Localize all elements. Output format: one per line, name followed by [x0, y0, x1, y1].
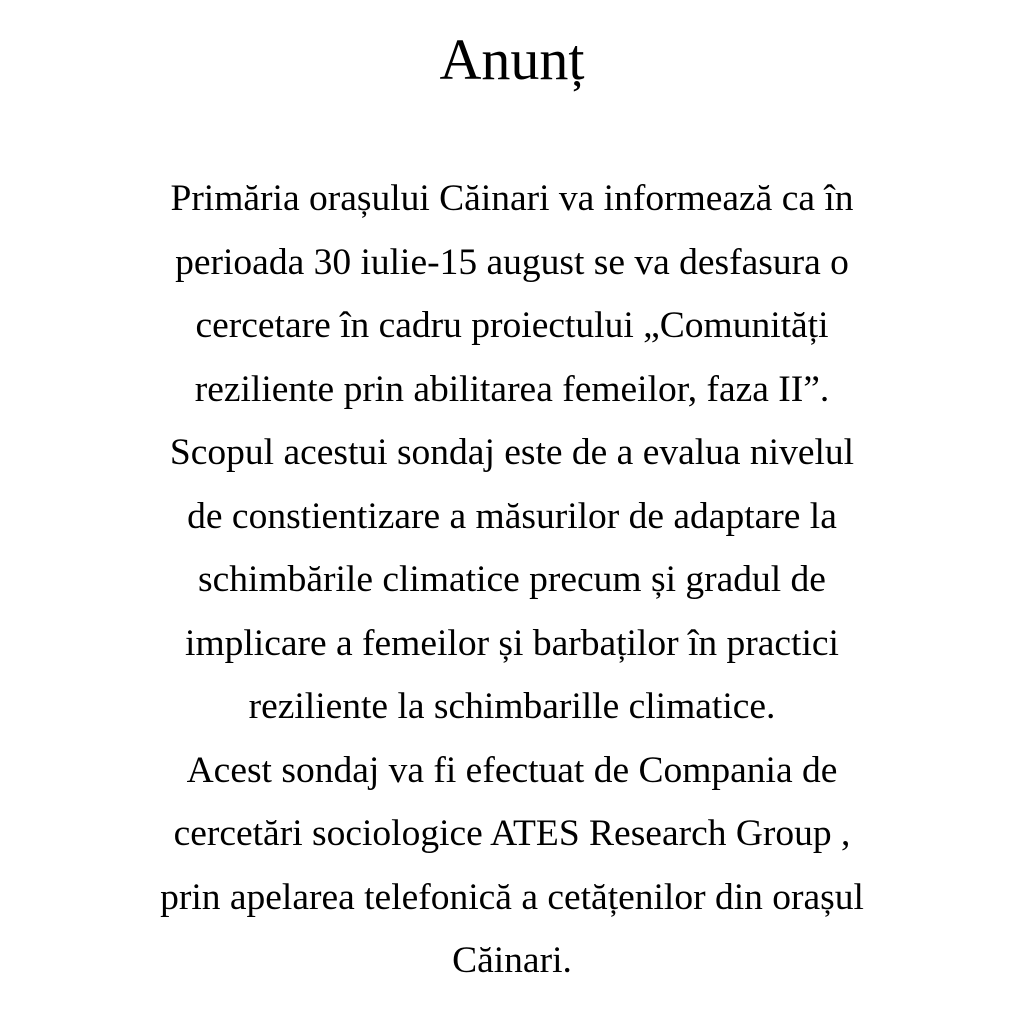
body-line: cercetare în cadru proiectului „Comunități — [195, 305, 829, 346]
body-line: Căinari. — [452, 940, 572, 981]
body-line: cercetări sociologice ATES Research Group , — [173, 813, 851, 854]
body-line: Acest sondaj va fi efectuat de Compania de — [186, 749, 838, 791]
body-line: perioada 30 iulie-15 august se va desfasura o — [175, 241, 849, 283]
announcement-body — [40, 167, 984, 993]
body-line: Primăria orașului Căinari va informează ca în — [170, 178, 854, 219]
announcement-title: Anunț — [439, 27, 585, 92]
body-line: de constientizare a măsurilor de adaptare la — [187, 495, 837, 537]
body-line: reziliente prin abilitarea femeilor, faza II”. — [194, 368, 830, 410]
body-line: reziliente la schimbarille climatice. — [248, 686, 776, 727]
body-line: implicare a femeilor și barbaților în practici — [185, 622, 839, 664]
body-line: prin apelarea telefonică a cetățenilor din orașul — [160, 876, 864, 918]
body-line: Scopul acestui sondaj este de a evalua nivelul — [169, 432, 855, 473]
body-line: schimbările climatice precum și gradul de — [198, 559, 826, 600]
